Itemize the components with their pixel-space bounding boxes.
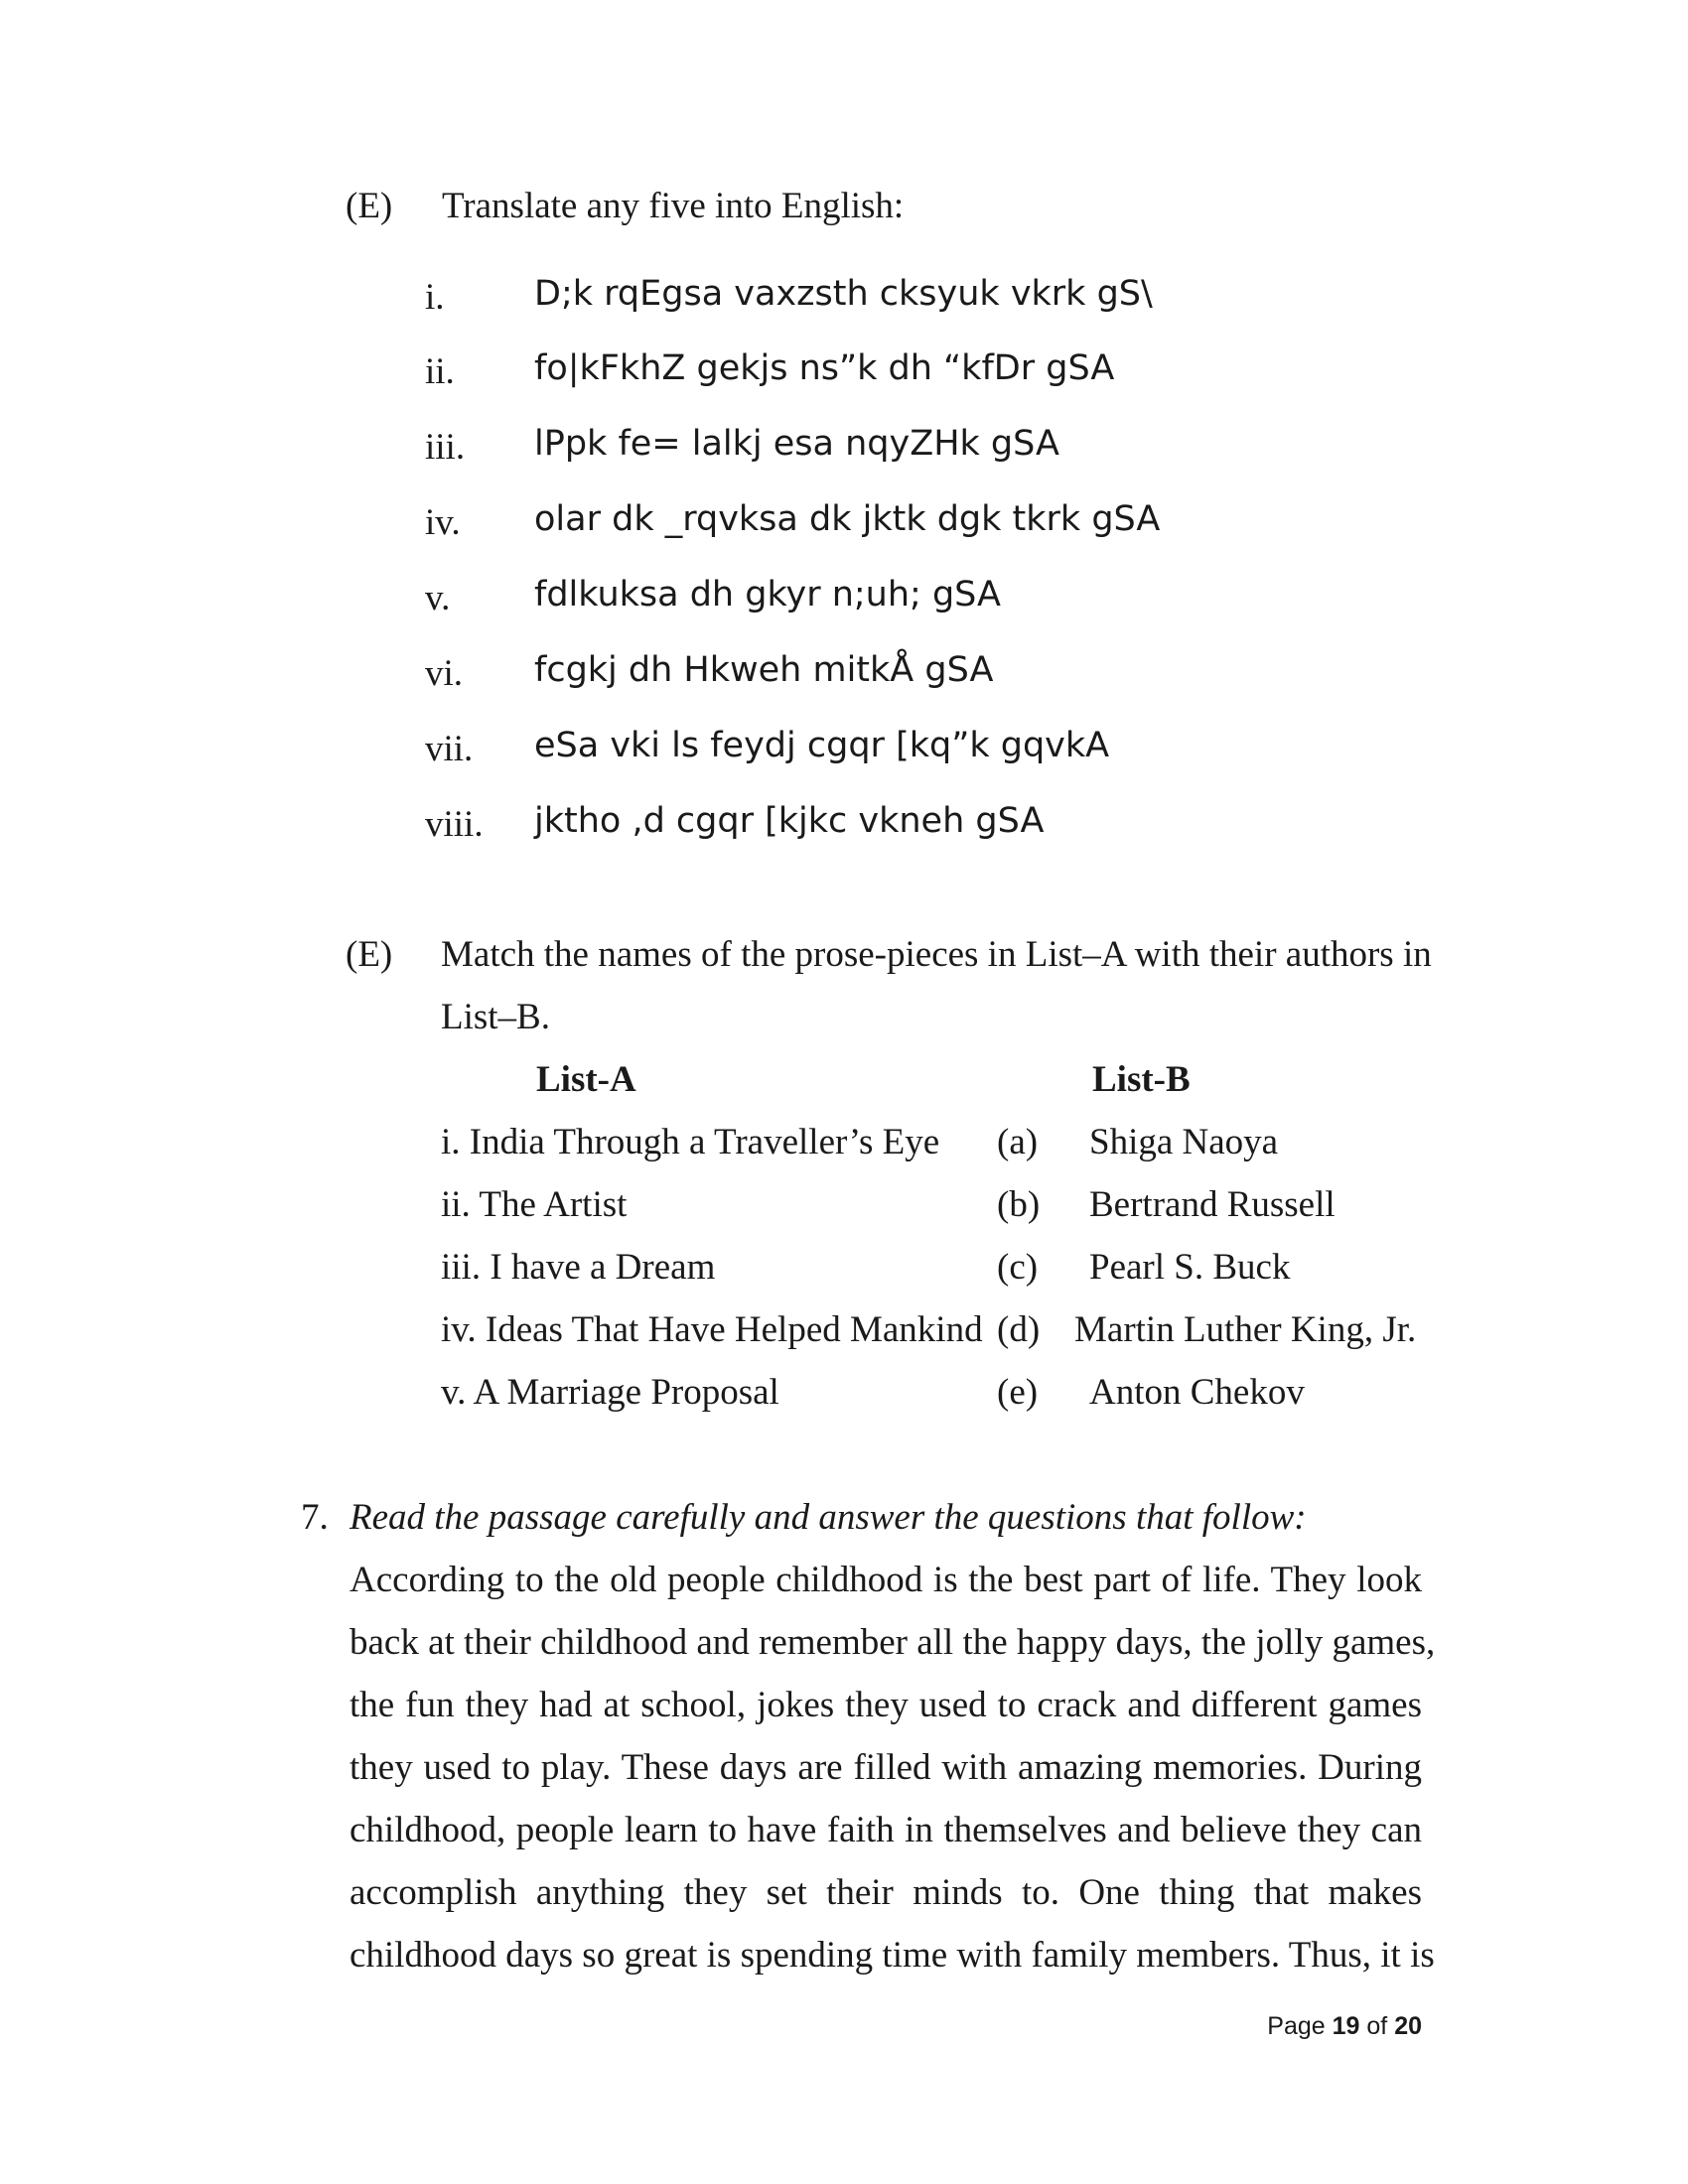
list-item-number: i. bbox=[425, 277, 445, 318]
match-instruction-line1: Match the names of the prose-pieces in List–A with their authors in bbox=[441, 934, 1432, 975]
question-number: 7. bbox=[301, 1497, 329, 1538]
list-item-text: fcgkj dh Hkweh mitkÅ gSA bbox=[534, 650, 994, 690]
passage-line: accomplish anything they set their minds to. One thing that makes bbox=[350, 1872, 1422, 1913]
list-item-number: iii. bbox=[425, 427, 466, 468]
passage-line: the fun they had at school, jokes they used to crack and different games bbox=[350, 1685, 1422, 1725]
list-a-item: ii. The Artist bbox=[441, 1184, 628, 1225]
passage-line: childhood days so great is spending time with family members. Thus, it is bbox=[350, 1935, 1435, 1976]
page-current: 19 bbox=[1332, 2012, 1360, 2040]
passage-line: childhood, people learn to have faith in themselves and believe they can bbox=[350, 1810, 1422, 1850]
list-b-item: Anton Chekov bbox=[1089, 1372, 1305, 1413]
list-item-number: v. bbox=[425, 578, 451, 618]
list-item-number: iv. bbox=[425, 502, 461, 543]
list-b-letter: (e) bbox=[997, 1372, 1039, 1413]
list-a-header: List-A bbox=[536, 1059, 636, 1100]
list-item-text: D;k rqEgsa vaxzsth cksyuk vkrk gS\ bbox=[534, 274, 1153, 314]
list-a-item: v. A Marriage Proposal bbox=[441, 1372, 779, 1413]
translate-instruction: Translate any five into English: bbox=[442, 186, 905, 226]
list-item-text: fdlkuksa dh gkyr n;uh; gSA bbox=[534, 575, 1001, 614]
list-b-letter: (a) bbox=[997, 1122, 1039, 1162]
passage-line: back at their childhood and remember all the happy days, the jolly games, bbox=[350, 1622, 1436, 1663]
page-word: Page bbox=[1267, 2012, 1326, 2040]
list-item-number: viii. bbox=[425, 804, 484, 845]
list-item-number: vi. bbox=[425, 653, 464, 694]
question-instruction: Read the passage carefully and answer the questions that follow: bbox=[350, 1497, 1307, 1538]
list-item-text: olar dk _rqvksa dk jktk dgk tkrk gSA bbox=[534, 499, 1161, 539]
page-number bbox=[1267, 2012, 1422, 2041]
list-item-number: ii. bbox=[425, 351, 455, 392]
passage-line: According to the old people childhood is the best part of life. They look bbox=[350, 1560, 1422, 1600]
section-label-match: (E) bbox=[346, 934, 393, 975]
passage-line: they used to play. These days are filled with amazing memories. During bbox=[350, 1747, 1422, 1788]
list-a-item: iii. I have a Dream bbox=[441, 1247, 716, 1288]
section-label-translate: (E) bbox=[346, 186, 393, 226]
list-a-item: i. India Through a Traveller’s Eye bbox=[441, 1122, 940, 1162]
list-item-text: jktho ,d cgqr [kjkc vkneh gSA bbox=[534, 801, 1045, 841]
match-instruction-line2: List–B. bbox=[441, 997, 550, 1037]
list-item-text: lPpk fe= lalkj esa nqyZHk gSA bbox=[534, 424, 1059, 464]
list-b-item: Shiga Naoya bbox=[1089, 1122, 1279, 1162]
list-b-letter: (b) bbox=[997, 1184, 1041, 1225]
list-b-item: Martin Luther King, Jr. bbox=[1074, 1309, 1417, 1350]
page-total: 20 bbox=[1394, 2012, 1422, 2040]
list-b-letter: (c) bbox=[997, 1247, 1039, 1288]
list-item-text: eSa vki ls feydj cgqr [kq”k gqvkA bbox=[534, 726, 1110, 765]
list-item-text: fo|kFkhZ gekjs ns”k dh “kfDr gSA bbox=[534, 348, 1115, 388]
list-b-letter: (d) bbox=[997, 1309, 1041, 1350]
list-b-item: Pearl S. Buck bbox=[1089, 1247, 1291, 1288]
list-b-header: List-B bbox=[1092, 1059, 1191, 1100]
list-b-item: Bertrand Russell bbox=[1089, 1184, 1336, 1225]
page-of: of bbox=[1366, 2012, 1388, 2040]
list-item-number: vii. bbox=[425, 729, 474, 769]
list-a-item: iv. Ideas That Have Helped Mankind bbox=[441, 1309, 983, 1350]
